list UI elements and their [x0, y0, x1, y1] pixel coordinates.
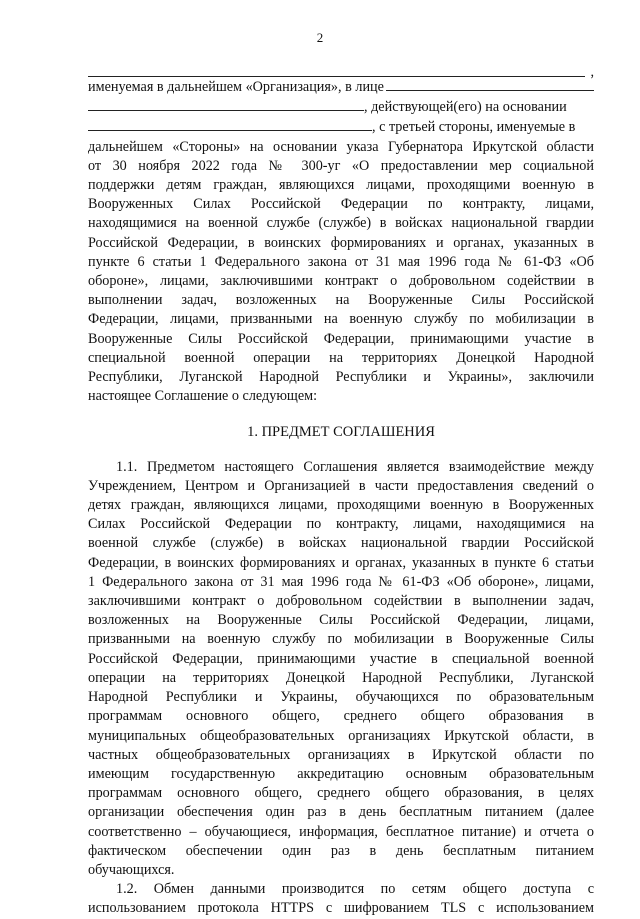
section-title: 1. ПРЕДМЕТ СОГЛАШЕНИЯ — [247, 424, 435, 441]
preamble-text: , с третьей стороны, именуемые в — [372, 119, 576, 136]
text-line: находящимися на военной службе (службе) в войсках национальной гвардии — [88, 215, 594, 232]
clause-1-2 — [88, 880, 594, 918]
text-line: операции на территориях Донецкой Народной Республики, Луганской — [88, 669, 594, 686]
preamble-text: именуемая в дальнейшем «Организация», в лице — [88, 79, 384, 95]
clause-1-1-last-line: обучающихся. — [88, 861, 175, 878]
text-line: детях граждан, являющихся лицами, проходящими военную в Вооруженных — [88, 497, 594, 514]
text-line: Народной Республики и Украины, обучающихся по образовательным — [88, 689, 594, 706]
text-line: имеющим государственную аккредитацию основным образовательным — [88, 765, 594, 782]
text-line: фактическом обеспечении один раз в день бесплатным питанием — [88, 842, 594, 859]
text-line: 1 Федерального закона от 31 мая 1996 года № 61-ФЗ «Об обороне», лицами, — [88, 573, 594, 590]
text-line: Российской Федерации, в воинских формированиях и органах, указанных в — [88, 234, 594, 251]
text-line: 1.2. Обмен данными производится по сетям общего доступа с — [116, 881, 594, 898]
text-line: программам основного общего, среднего общего образования в — [88, 708, 594, 725]
text-line: выполнении задач, возложенных на Вооруженные Силы Российской — [88, 292, 594, 309]
blank-comma: , — [590, 63, 594, 80]
document-body — [88, 60, 594, 919]
text-line: Республики, Луганской Народной Республики и Украины», заключили — [88, 369, 594, 386]
text-line: 1.1. Предметом настоящего Соглашения является взаимодействие между — [116, 458, 594, 475]
preamble-text: , действующей(его) на основании — [364, 99, 567, 116]
preamble-line — [88, 97, 594, 117]
clause-1-1 — [88, 458, 594, 861]
text-line: Силах Российской Федерации по контракту, лицами, находящимися на — [88, 516, 594, 533]
text-line: заключившими контракт о добровольном содействии в выполнении задач, — [88, 593, 594, 610]
text-line: военной службе (службе) в войсках национальной гвардии Российской — [88, 535, 594, 552]
preamble-paragraph — [88, 138, 594, 388]
text-line: от 30 ноября 2022 года № 300-уг «О предоставлении мер социальной — [88, 157, 594, 174]
text-line: соответственно – обучающиеся, информация, бесплатное питание) и отчета о — [88, 823, 594, 840]
text-line: Вооруженных Силах Российской Федерации по контракту, лицами, — [88, 196, 594, 213]
text-line: Российской Федерации, принимающими участие в специальной военной — [88, 650, 594, 667]
text-line: специальной военной операции на территориях Донецкой Народной — [88, 349, 594, 366]
representative-name-blank — [88, 97, 364, 111]
page-number: 2 — [316, 30, 324, 45]
basis-document-blank — [88, 117, 372, 131]
text-line: программам основного общего, среднего общего образования, в целях — [88, 785, 594, 802]
text-line: поддержки детям граждан, являющихся лицами, проходящими военную в — [88, 177, 594, 194]
text-line: использованием протокола HTTPS с шифрованием TLS с использованием — [88, 900, 594, 917]
organization-name-blank — [88, 60, 594, 80]
text-line: обороне», лицами, заключившими контракт о добровольном содействии в — [88, 273, 594, 290]
text-line: частных общеобразовательных организациях в Иркутской области по — [88, 746, 594, 763]
preamble — [88, 60, 594, 406]
text-line: муниципальных общеобразовательных организациях Иркутской области, в — [88, 727, 594, 744]
text-line: Федерации, в воинских формированиях и органах, указанных в пункте 6 статьи — [88, 554, 594, 571]
preamble-line — [88, 77, 594, 97]
text-line: Федерации, лицами, призванными на военную службу по мобилизации в — [88, 311, 594, 328]
text-line: призванными на военную службу по мобилизации в Вооруженные Силы — [88, 631, 594, 648]
preamble-line — [88, 117, 594, 137]
text-line: пункте 6 статьи 1 Федерального закона от 31 мая 1996 года № 61-ФЗ «Об — [88, 253, 594, 270]
text-line: дальнейшем «Стороны» на основании указа Губернатора Иркутской области — [88, 138, 594, 155]
text-line: организации обеспечения один раз в день бесплатным питанием (далее — [88, 804, 594, 821]
text-line: Вооруженные Силы Российской Федерации, принимающими участие в — [88, 330, 594, 347]
preamble-last-line: настоящее Соглашение о следующем: — [88, 388, 318, 405]
text-line: возложенных на Вооруженные Силы Российской Федерации, лицами, — [88, 612, 594, 629]
representative-blank — [386, 77, 594, 91]
text-line: Учреждением, Центром и Организацией в части предоставления сведений о — [88, 477, 594, 494]
